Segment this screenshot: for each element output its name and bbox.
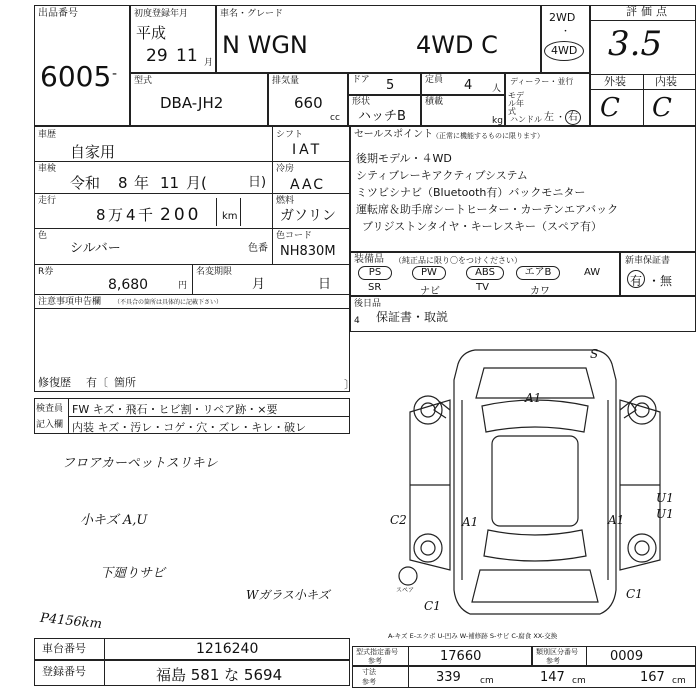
selling-line: ミツビシナビ（Bluetooth有）バックモニター — [356, 186, 586, 199]
equip-abs: ABS — [466, 266, 504, 280]
capacity-unit: 人 — [492, 84, 502, 94]
displacement-value: 660 — [294, 94, 323, 112]
exterior-label: 外装 — [604, 75, 626, 88]
color-code: NH830M — [280, 244, 336, 259]
history-value: 自家用 — [70, 143, 116, 161]
typeno-sub: 参考 — [368, 657, 382, 665]
equip-pw: PW — [412, 266, 446, 280]
recycle-unit: 円 — [178, 281, 188, 291]
notes-label: 注意事項申告欄 — [38, 297, 102, 307]
hand-note-3: 下廻りサビ — [100, 566, 166, 581]
mileage-sen-unit: 千 — [138, 206, 154, 224]
damage-mark: A1 — [462, 515, 479, 529]
diagram-legend: A-キズ E-エクボ U-凹み W-補修跡 S-サビ C-腐食 XX-交換 — [388, 632, 558, 640]
warranty-sep: ・ — [648, 274, 661, 288]
dims-height: 167 — [640, 670, 665, 685]
load-label: 積載 — [425, 97, 444, 107]
warranty-yes: 有 — [630, 274, 643, 288]
checker-row1: FW キズ・飛石・ヒビ割・リペア跡・×要 — [72, 403, 278, 416]
equip-airbag: エアB — [516, 266, 560, 280]
spare-label: スペア — [396, 587, 415, 594]
dims-length-unit: cm — [480, 676, 494, 686]
recycle-value: 8,680 — [108, 277, 149, 293]
doors-label: ドア — [352, 75, 370, 85]
repair-unit: 箇所 — [114, 376, 136, 389]
lot-label: 出品番号 — [38, 8, 78, 19]
hand-note-2: 小キズ A,U — [80, 513, 148, 528]
damage-mark: S — [590, 347, 599, 361]
model-year-label: モデル年式 — [508, 91, 524, 116]
damage-mark: U1 — [656, 491, 674, 505]
checker-label1: 検査員 — [36, 404, 64, 414]
damage-mark: U1 — [656, 507, 674, 521]
selling-label: セールスポイント — [354, 129, 434, 140]
hand-note-4: Wガラス小キズ — [246, 588, 330, 602]
equip-tv: TV — [476, 282, 489, 293]
handle-sep: ・ — [556, 113, 566, 123]
checker-label2: 記入欄 — [36, 420, 64, 430]
shape-label: 形状 — [352, 97, 371, 107]
damage-mark: C2 — [390, 513, 407, 527]
dims-sub: 参考 — [362, 678, 376, 686]
displacement-unit: cc — [330, 113, 340, 123]
chassis-value: 1216240 — [196, 641, 259, 657]
damage-mark: A1 — [525, 391, 542, 405]
doors-value: 5 — [386, 78, 395, 93]
selling-line: ブリジストンタイヤ・キーレスキー（スペア有） — [362, 220, 603, 233]
dims-width-unit: cm — [572, 676, 586, 686]
equip-sub: （純正品に限り〇をつけください） — [394, 256, 522, 265]
inspection-label: 車検 — [38, 164, 57, 174]
displacement-label: 排気量 — [272, 76, 300, 86]
classno-label: 類別区分番号 — [536, 648, 578, 656]
dims-length: 339 — [436, 670, 461, 685]
transfer-day: 日 — [318, 277, 332, 292]
capacity-label: 定員 — [425, 75, 444, 85]
selling-line: 後期モデル・４WD — [356, 152, 452, 165]
shift-value: IAT — [292, 142, 323, 158]
repair-label: 修復歴 — [38, 376, 71, 389]
ac-value: AAC — [290, 177, 326, 193]
score-label: 評価点 — [626, 5, 671, 18]
equip-navi: ナビ — [420, 286, 440, 297]
transfer-month: 月 — [252, 277, 266, 292]
drive-4wd: 4WD — [551, 44, 578, 57]
equip-aw: AW — [584, 267, 601, 278]
notes-sub: （不具合の箇所は具体的に記載下さい） — [114, 299, 223, 306]
lot-mark: - — [112, 66, 118, 82]
warranty-label: 新車保証書 — [625, 256, 671, 266]
equip-label: 装備品 — [354, 254, 384, 265]
first-reg-month-unit: 月 — [204, 58, 214, 68]
mileage-man: 8 — [96, 206, 106, 224]
equip-leather: カワ — [530, 286, 550, 297]
dims-width: 147 — [540, 670, 565, 685]
equip-sr: SR — [368, 282, 382, 293]
type-label: 型式 — [134, 76, 153, 86]
checker-row2: 内装 キズ・汚レ・コゲ・穴・ズレ・キレ・破レ — [72, 421, 307, 434]
inspection-month: 11 — [160, 174, 180, 192]
drive-2wd: 2WD — [549, 11, 576, 24]
load-unit: kg — [492, 116, 503, 126]
hand-note-1: フロアカーペットスリキレ — [62, 456, 218, 471]
selling-line: 運転席＆助手席シートヒーター・カーテンエアバック — [356, 203, 619, 216]
selling-sub: （正常に機能するものに限ります） — [432, 132, 544, 140]
interior-label: 内装 — [655, 75, 677, 88]
docs-value: 保証書・取説 — [376, 310, 449, 324]
mileage-sen: 4 — [126, 206, 136, 224]
repair-value: 有〔 — [86, 376, 108, 389]
chassis-label: 車台番号 — [42, 642, 86, 655]
car-model: N WGN — [222, 31, 308, 59]
color-label: 色 — [38, 231, 48, 241]
dims-height-unit: cm — [672, 676, 686, 686]
handle-left: 左 — [544, 112, 554, 123]
handle-right: 右 — [568, 112, 578, 123]
car-damage-diagram — [380, 340, 690, 630]
transfer-label: 名変期限 — [196, 267, 233, 277]
handle-label: ハンドル — [510, 115, 542, 124]
classno-value: 0009 — [610, 649, 644, 664]
drive-sep: ・ — [561, 27, 571, 37]
color-code-label: 色コード — [276, 231, 313, 241]
typeno-label: 型式指定番号 — [356, 648, 398, 656]
mileage-label: 走行 — [38, 196, 57, 206]
recycle-label: R券 — [38, 267, 54, 277]
color-num-label: 色番 — [248, 243, 268, 254]
damage-mark: C1 — [626, 587, 643, 601]
inspection-year-unit: 年 — [134, 174, 150, 192]
inspection-end: 日) — [248, 175, 267, 190]
hand-note-5: P4156km — [39, 610, 103, 633]
car-grade: 4WD C — [416, 31, 498, 59]
damage-mark: A1 — [608, 513, 625, 527]
damage-mark: C1 — [424, 599, 441, 613]
dealer-label: ディーラー・並行 — [510, 77, 574, 86]
warranty-no: 無 — [660, 274, 673, 288]
first-reg-era: 平成 — [136, 24, 167, 42]
shift-label: シフト — [276, 130, 304, 140]
first-reg-label: 初度登録年月 — [134, 9, 189, 19]
plate-label: 登録番号 — [42, 665, 86, 678]
name-label: 車名・グレード — [220, 9, 284, 19]
selling-line: シティブレーキアクティブシステム — [356, 169, 528, 182]
color-value: シルバー — [70, 241, 121, 256]
shape-value: ハッチB — [358, 109, 406, 124]
inspection-era: 令和 — [70, 174, 101, 192]
dims-label: 寸法 — [362, 668, 376, 676]
inspection-year: 8 — [118, 174, 128, 192]
equip-ps: PS — [358, 266, 392, 280]
score-value: 3.5 — [608, 24, 663, 64]
mileage-unit: km — [222, 211, 238, 222]
classno-sub: 参考 — [546, 657, 560, 665]
plate-value: 福島 581 な 5694 — [156, 666, 283, 684]
fuel-label: 燃料 — [276, 196, 295, 206]
docs-label: 後日品 — [354, 299, 382, 309]
typeno-value: 17660 — [440, 649, 482, 664]
history-label: 車歴 — [38, 130, 57, 140]
mileage-man-unit: 万 — [108, 206, 124, 224]
fuel-value: ガソリン — [280, 208, 336, 224]
type-value: DBA-JH2 — [160, 94, 224, 112]
capacity-value: 4 — [464, 78, 473, 93]
first-reg-year: 29 — [146, 46, 168, 66]
lot-number: 6005 — [40, 60, 112, 93]
exterior-grade: C — [600, 93, 620, 123]
interior-grade: C — [652, 93, 672, 123]
mileage-rest: 200 — [160, 205, 202, 225]
ac-label: 冷房 — [276, 164, 295, 174]
first-reg-month: 11 — [176, 46, 198, 66]
inspection-month-unit: 月( — [186, 174, 207, 192]
